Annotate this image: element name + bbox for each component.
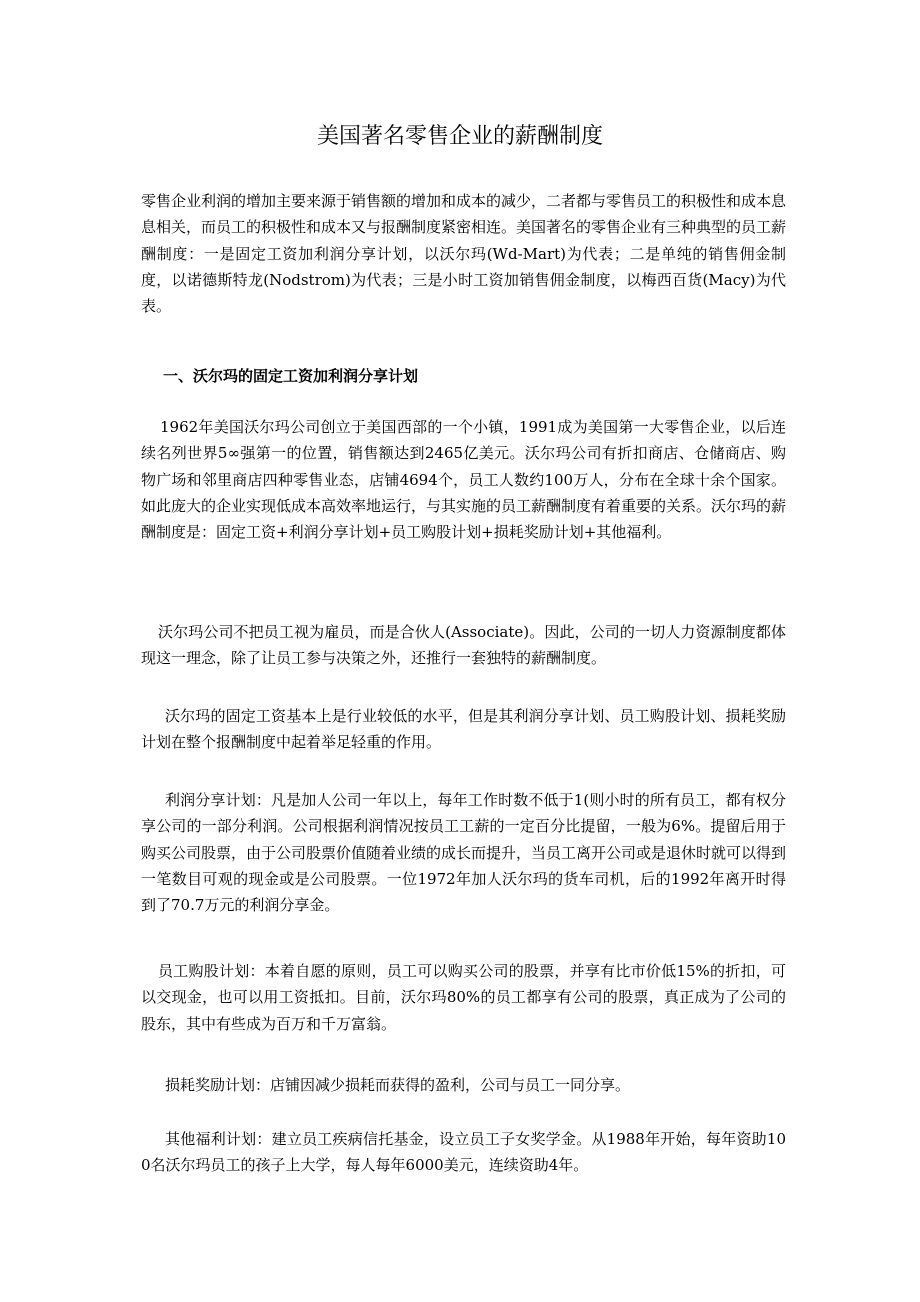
paragraph-associate-concept: 沃尔玛公司不把员工视为雇员，而是合伙人(Associate)。因此，公司的一切人力资源制度都体现这一理念，除了让员工参与决策之外，还推行一套独特的薪酬制度。 (141, 623, 786, 668)
paragraph-shrinkage-bonus: 损耗奖励计划：店铺因减少损耗而获得的盈利，公司与员工一同分享。 (165, 1076, 631, 1094)
paragraph-stock-purchase: 员工购股计划：本着自愿的原则，员工可以购买公司的股票，并享有比市价低15%的折扣，可以交现金，也可以用工资抵扣。目前，沃尔玛80%的员工都享有公司的股票，真正成为了公司的股东，其中有些成为百万和千万富翁。 (141, 962, 786, 1033)
document-title: 美国著名零售企业的薪酬制度 (316, 124, 603, 149)
paragraph-fixed-salary: 沃尔玛的固定工资基本上是行业较低的水平，但是其利润分享计划、员工购股计划、损耗奖励计划在整个报酬制度中起着举足轻重的作用。 (141, 707, 786, 752)
paragraph-other-benefits: 其他福利计划：建立员工疾病信托基金，设立员工子女奖学金。从1988年开始，每年资助100名沃尔玛员工的孩子上大学，每人每年6000美元，连续资助4年。 (141, 1130, 786, 1175)
section-heading-walmart: 一、沃尔玛的固定工资加利润分享计划 (163, 367, 419, 385)
paragraph-walmart-history: 1962年美国沃尔玛公司创立于美国西部的一个小镇，1991成为美国第一大零售企业，以后连续名列世界5∞强第一的位置，销售额达到2465亿美元。沃尔玛公司有折扣商店、仓储商店、购物广场和邻里商店四种零售业态，店铺4694个，员工人数约100万人，分布在全球十余个国家。如此庞大的企业实现低成本高效率地运行，与其实施的员工薪酬制度有着重要的关系。沃尔玛的薪酬制度是：固定工资+利润分享计划+员工购股计划+损耗奖励计划+其他福利。 (141, 418, 787, 542)
paragraph-profit-sharing: 利润分享计划：凡是加人公司一年以上，每年工作时数不低于1(则小时的所有员工，都有权分享公司的一部分利润。公司根据利润情况按员工工薪的一定百分比提留，一般为6%。提留后用于购买公司股票，由于公司股票价值随着业绩的成长而提升，当员工离开公司或是退休时就可以得到一笔数目可观的现金或是公司股票。一位1972年加人沃尔玛的货车司机，后的1992年离开时得到了70.7万元的利润分享金。 (141, 791, 787, 915)
intro-paragraph: 零售企业利润的增加主要来源于销售额的增加和成本的减少，二者都与零售员工的积极性和成本息息相关，而员工的积极性和成本又与报酬制度紧密相连。美国著名的零售企业有三种典型的员工薪酬制度：一是固定工资加利润分享计划，以沃尔玛(Wd-Mart)为代表；二是单纯的销售佣金制度，以诺德斯特龙(Nodstrom)为代表；三是小时工资加销售佣金制度，以梅西百货(Macy)为代表。 (141, 192, 787, 316)
